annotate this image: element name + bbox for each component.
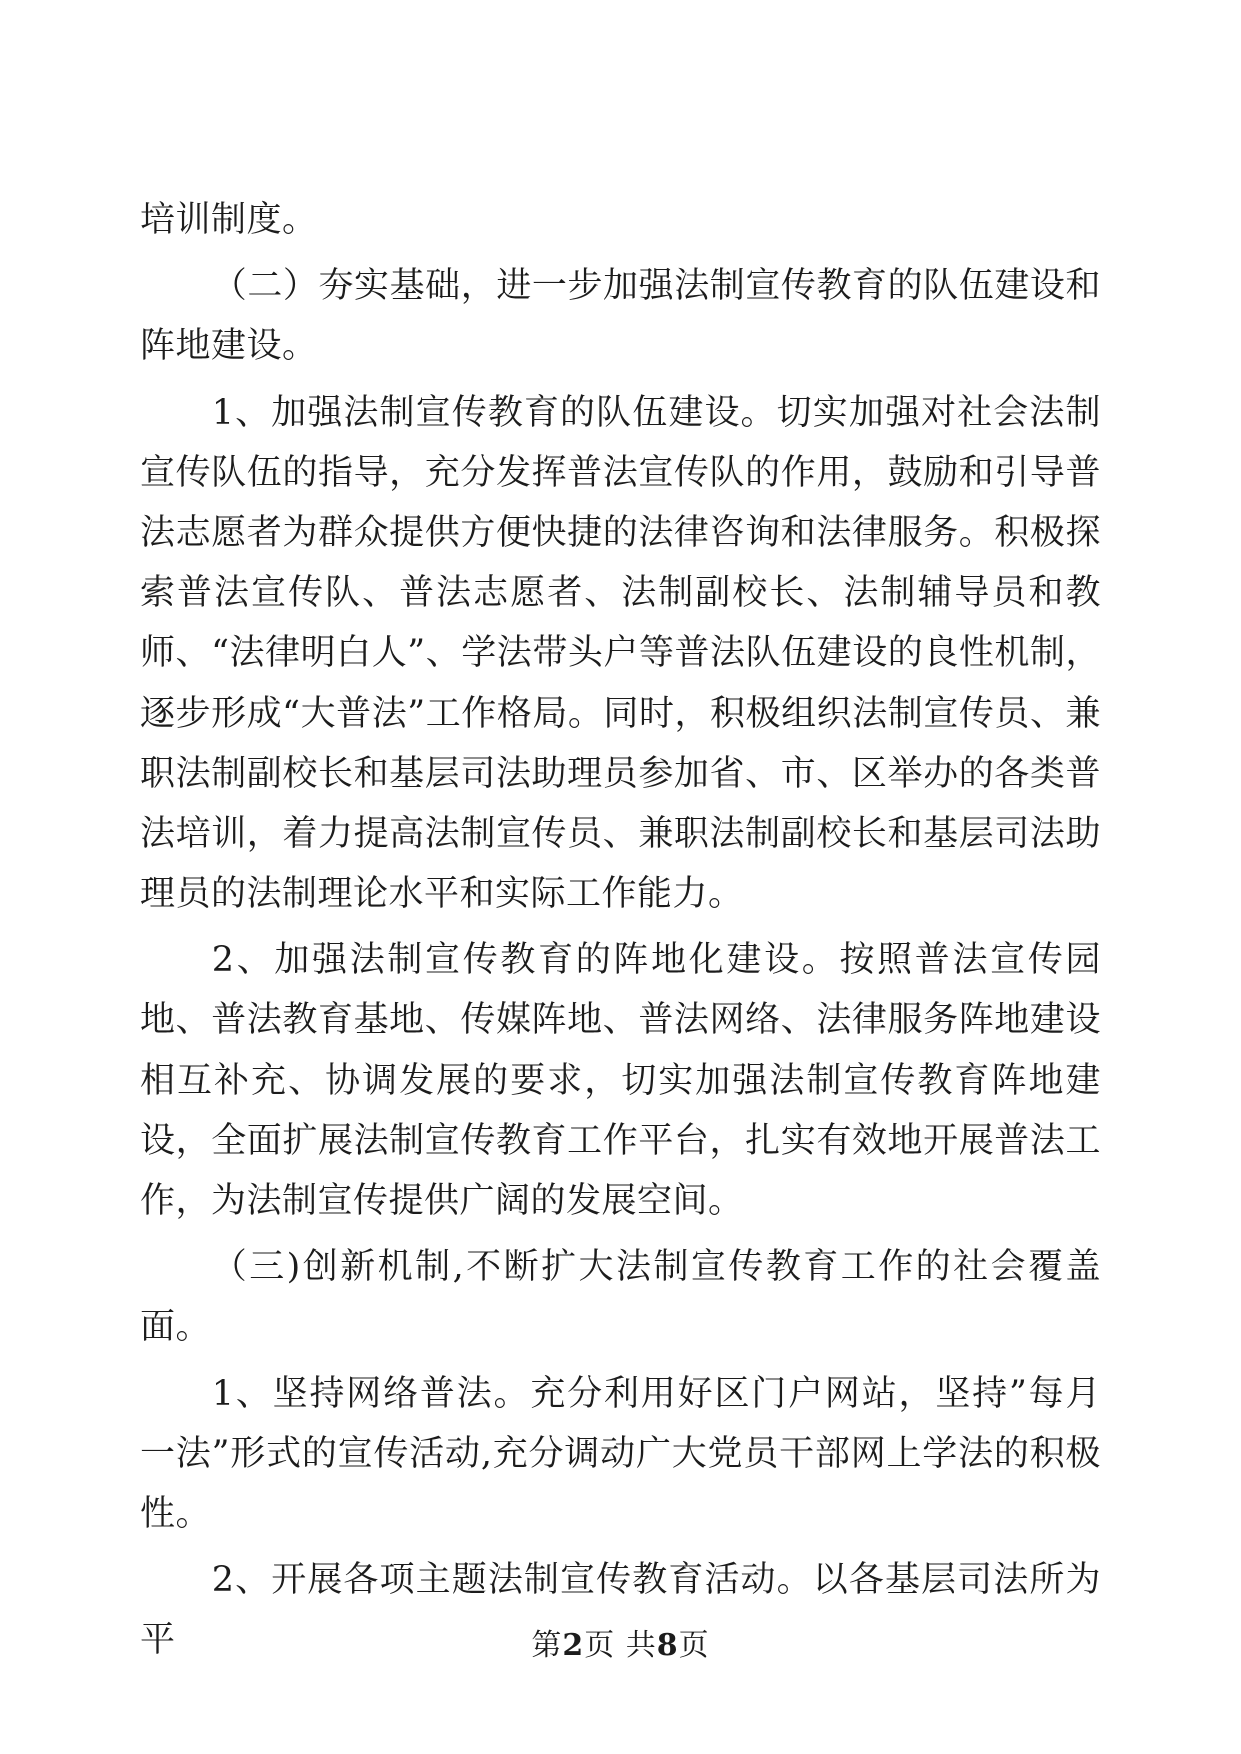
footer-prefix: 第 [531, 1628, 563, 1663]
paragraph: 2、开展各项主题法制宣传教育活动。以各基层司法所为平 [140, 1560, 1101, 1661]
footer-suffix: 页 [678, 1628, 710, 1663]
footer-current-page: 2 [562, 1628, 585, 1663]
paragraph: （二）夯实基础，进一步加强法制宣传教育的队伍建设和阵地建设。 [140, 266, 1101, 367]
document-body [140, 190, 1101, 1671]
paragraph: 1、坚持网络普法。充分利用好区门户网站，坚持”每月一法”形式的宣传活动,充分调动广大党员干部网上学法的积极性。 [140, 1373, 1101, 1534]
footer-middle: 页 共 [584, 1628, 657, 1663]
paragraph: 1、加强法制宣传教育的队伍建设。切实加强对社会法制宣传队伍的指导，充分发挥普法宣传队的作用，鼓励和引导普法志愿者为群众提供方便快捷的法律咨询和法律服务。积极探索普法宣传队、普法志愿者、法制副校长、法制辅导员和教师、“法律明白人”、学法带头户等普法队伍建设的良性机制，逐步形成“大普法”工作格局。同时，积极组织法制宣传员、兼职法制副校长和基层司法助理员参加省、市、区举办的各类普法培训，着力提高法制宣传员、兼职法制副校长和基层司法助理员的法制理论水平和实际工作能力。 [140, 392, 1101, 915]
paragraph: 培训制度。 [140, 200, 318, 240]
paragraph: （三)创新机制,不断扩大法制宣传教育工作的社会覆盖面。 [140, 1247, 1101, 1348]
footer-total-pages: 8 [656, 1628, 679, 1663]
page-footer [0, 1620, 1241, 1664]
paragraph: 2、加强法制宣传教育的阵地化建设。按照普法宣传园地、普法教育基地、传媒阵地、普法网络、法律服务阵地建设相互补充、协调发展的要求，切实加强法制宣传教育阵地建设，全面扩展法制宣传教育工作平台，扎实有效地开展普法工作，为法制宣传提供广阔的发展空间。 [140, 940, 1101, 1221]
